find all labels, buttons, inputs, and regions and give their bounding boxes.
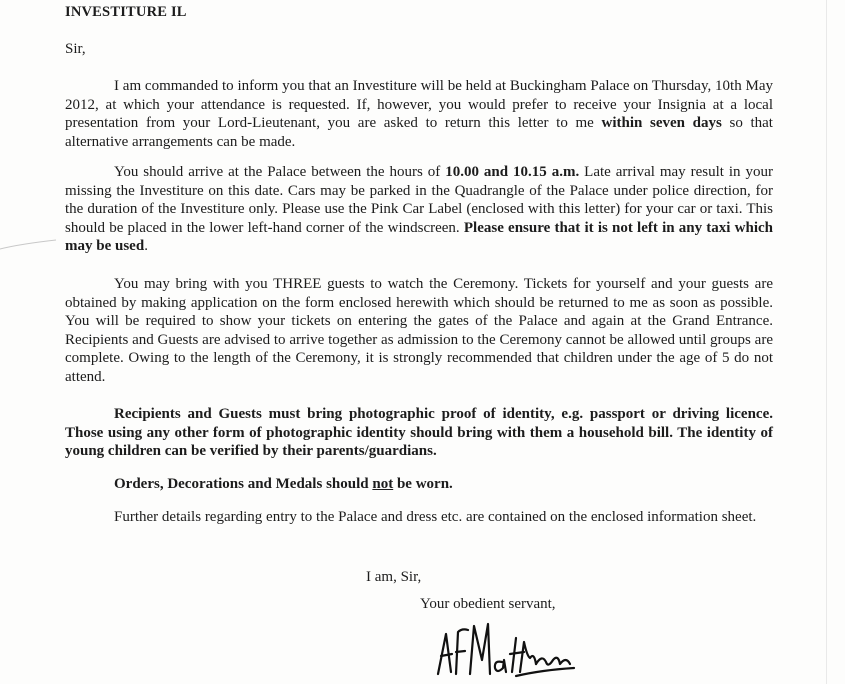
paragraph-arrival [65, 163, 773, 256]
p5-text-2: be worn. [393, 476, 453, 492]
p2-text-2: Late arrival may result in your missing the Investiture on this date. Cars may be parked in the Quadrangle of the Palace under police direction, for the duration of the Investiture only. Please use the Pink Car Label (enclosed with this letter) for your car or taxi. This should be placed in the lower left-hand corner of the windscreen. [65, 164, 773, 236]
p1-text-1: I am commanded to inform you that an Investiture will be held at Buckingham Palace on Thursday, 10th May 2012, at which your attendance is requested. If, however, you would prefer to receive your Insignia at a local presentation from your Lord-Lieutenant, you are asked to return this letter to me [65, 78, 773, 132]
scan-edge-line [826, 0, 827, 684]
closing-line: I am, Sir, [366, 569, 422, 585]
paragraph-further-details [65, 508, 773, 527]
p2-text-3: . [144, 238, 148, 255]
p1-text-2: so that alternative arrangements can be made. [65, 115, 773, 150]
letter-heading: INVESTITURE IL [65, 4, 187, 20]
handwritten-signature [432, 612, 582, 682]
valediction: Your obedient servant, [420, 596, 556, 612]
paragraph-insignia [65, 475, 773, 494]
p3-text-1: You may bring with you THREE guests to watch the Ceremony. Tickets for yourself and your guests are obtained by making application on the form enclosed herewith which should be returned to me as soon as possible. You will be required to show your tickets on entering the gates of the Palace and again at the Grand Entrance. Recipients and Guests are advised to arrive together as admission to the Ceremony cannot be allowed until groups are complete. Owing to the length of the Ceremony, it is strongly recommended that children under the age of 5 do not attend. [65, 276, 773, 385]
p5-underlined-not: not [372, 476, 394, 492]
p5-text-1: Orders, Decorations and Medals should [114, 476, 373, 492]
p2-bold-time: 10.00 and 10.15 a.m. [445, 164, 580, 180]
p1-bold-deadline: within seven days [601, 115, 722, 132]
paragraph-guests [65, 275, 773, 387]
p4-text-1: Recipients and Guests must bring photographic proof of identity, e.g. passport or driving licence. Those using any other form of photographic identity should bring with them a household bill. The identity of young children can be verified by their parents/guardians. [65, 406, 773, 460]
salutation: Sir, [65, 41, 86, 57]
paragraph-investiture-date [65, 77, 773, 151]
p2-bold-taxi-warning: Please ensure that it is not left in any taxi which may be used [65, 219, 773, 255]
p6-text-1: Further details regarding entry to the Palace and dress etc. are contained on the enclosed information sheet. [114, 509, 757, 525]
p2-text-1: You should arrive at the Palace between the hours of [114, 164, 446, 180]
paragraph-identity [65, 405, 773, 461]
margin-pen-mark [0, 238, 58, 252]
